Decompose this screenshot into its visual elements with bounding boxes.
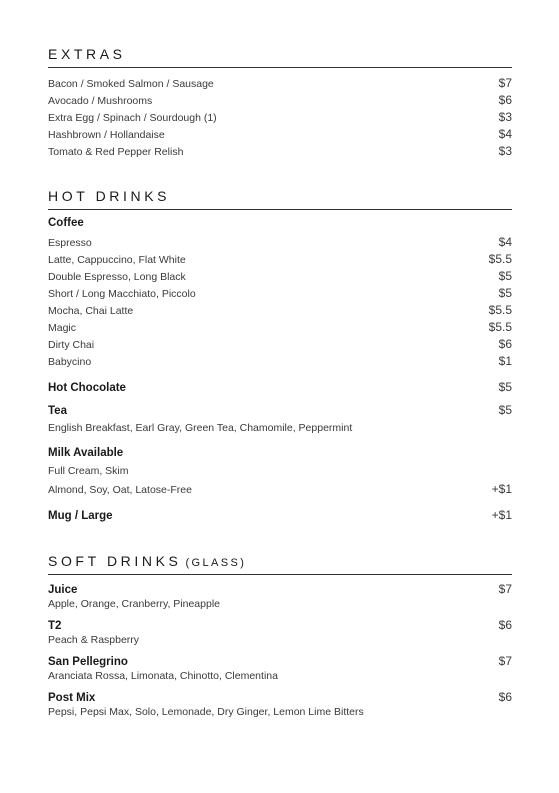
item-price: $5.5 [488, 320, 512, 334]
item-name: Dirty Chai [48, 339, 95, 351]
item-name: Full Cream, Skim [48, 465, 129, 477]
item-name: Espresso [48, 237, 92, 249]
soft-drinks-title-suffix: (GLASS) [185, 557, 247, 569]
coffee-item [48, 286, 512, 300]
soft-drinks-title: SOFT DRINKS [48, 553, 182, 569]
item-name: Latte, Cappuccino, Flat White [48, 254, 186, 266]
milk-heading-row [48, 447, 512, 459]
soft-drink-name: Juice [48, 584, 78, 596]
item-name: Extra Egg / Spinach / Sourdough (1) [48, 112, 217, 124]
soft-drink-name: San Pellegrino [48, 656, 128, 668]
hot-chocolate-row [48, 380, 512, 394]
soft-drink-description: Pepsi, Pepsi Max, Solo, Lemonade, Dry Ginger, Lemon Lime Bitters [48, 706, 364, 718]
soft-drink-description: Aranciata Rossa, Limonata, Chinotto, Clementina [48, 670, 278, 682]
item-price: +$1 [491, 482, 512, 496]
soft-drink-price: $7 [498, 582, 512, 596]
item-price: $1 [498, 354, 512, 368]
item-name: Avocado / Mushrooms [48, 95, 153, 107]
coffee-item [48, 337, 512, 351]
extras-item [48, 144, 512, 158]
tea-description: English Breakfast, Earl Gray, Green Tea, Chamomile, Peppermint [48, 422, 353, 434]
milk-item [48, 482, 512, 496]
extras-divider [48, 67, 512, 68]
coffee-item [48, 354, 512, 368]
coffee-item [48, 303, 512, 317]
extras-item [48, 93, 512, 107]
item-name: Babycino [48, 356, 92, 368]
extras-item [48, 110, 512, 124]
mug-price: +$1 [491, 508, 512, 522]
milk-heading: Milk Available [48, 447, 124, 459]
coffee-heading-row [48, 217, 512, 229]
hot-drinks-divider [48, 209, 512, 210]
soft-drink-description: Peach & Raspberry [48, 634, 140, 646]
soft-drink-name: T2 [48, 620, 62, 632]
item-name: Mocha, Chai Latte [48, 305, 134, 317]
tea-price: $5 [498, 403, 512, 417]
soft-drink-row [48, 690, 512, 704]
item-price: $5.5 [488, 252, 512, 266]
hot-drinks-section [48, 187, 512, 210]
soft-drink-name: Post Mix [48, 692, 96, 704]
item-price: $4 [498, 127, 512, 141]
soft-drinks-divider [48, 574, 512, 575]
soft-drink-price: $6 [498, 690, 512, 704]
item-name: Almond, Soy, Oat, Latose-Free [48, 484, 192, 496]
item-price: $3 [498, 110, 512, 124]
coffee-heading: Coffee [48, 217, 84, 229]
soft-drink-row [48, 618, 512, 632]
soft-drink-description: Apple, Orange, Cranberry, Pineapple [48, 598, 220, 610]
item-name: Hashbrown / Hollandaise [48, 129, 165, 141]
coffee-item [48, 252, 512, 266]
item-price: $6 [498, 337, 512, 351]
item-price: $5 [498, 286, 512, 300]
tea-heading: Tea [48, 405, 67, 417]
extras-section [48, 45, 512, 68]
item-name: Tomato & Red Pepper Relish [48, 146, 184, 158]
coffee-item [48, 269, 512, 283]
item-price: $4 [498, 235, 512, 249]
soft-drink-row [48, 654, 512, 668]
mug-heading: Mug / Large [48, 510, 113, 522]
item-price: $6 [498, 93, 512, 107]
extras-item [48, 127, 512, 141]
item-name: Short / Long Macchiato, Piccolo [48, 288, 196, 300]
mug-row [48, 508, 512, 522]
hot-drinks-title: HOT DRINKS [48, 188, 171, 204]
item-name: Bacon / Smoked Salmon / Sausage [48, 78, 214, 90]
hot-chocolate-heading: Hot Chocolate [48, 382, 126, 394]
extras-item [48, 76, 512, 90]
hot-chocolate-price: $5 [498, 380, 512, 394]
soft-drinks-section [48, 552, 512, 575]
item-price: $5 [498, 269, 512, 283]
item-price: $5.5 [488, 303, 512, 317]
item-name: Magic [48, 322, 77, 334]
soft-drink-price: $6 [498, 618, 512, 632]
soft-drink-row [48, 582, 512, 596]
soft-drink-price: $7 [498, 654, 512, 668]
item-price: $7 [498, 76, 512, 90]
coffee-item [48, 320, 512, 334]
soft-drinks-title-row [48, 552, 512, 570]
coffee-item [48, 235, 512, 249]
tea-row [48, 403, 512, 417]
item-price: $3 [498, 144, 512, 158]
extras-title: EXTRAS [48, 46, 126, 62]
item-name: Double Espresso, Long Black [48, 271, 186, 283]
milk-item [48, 465, 512, 477]
